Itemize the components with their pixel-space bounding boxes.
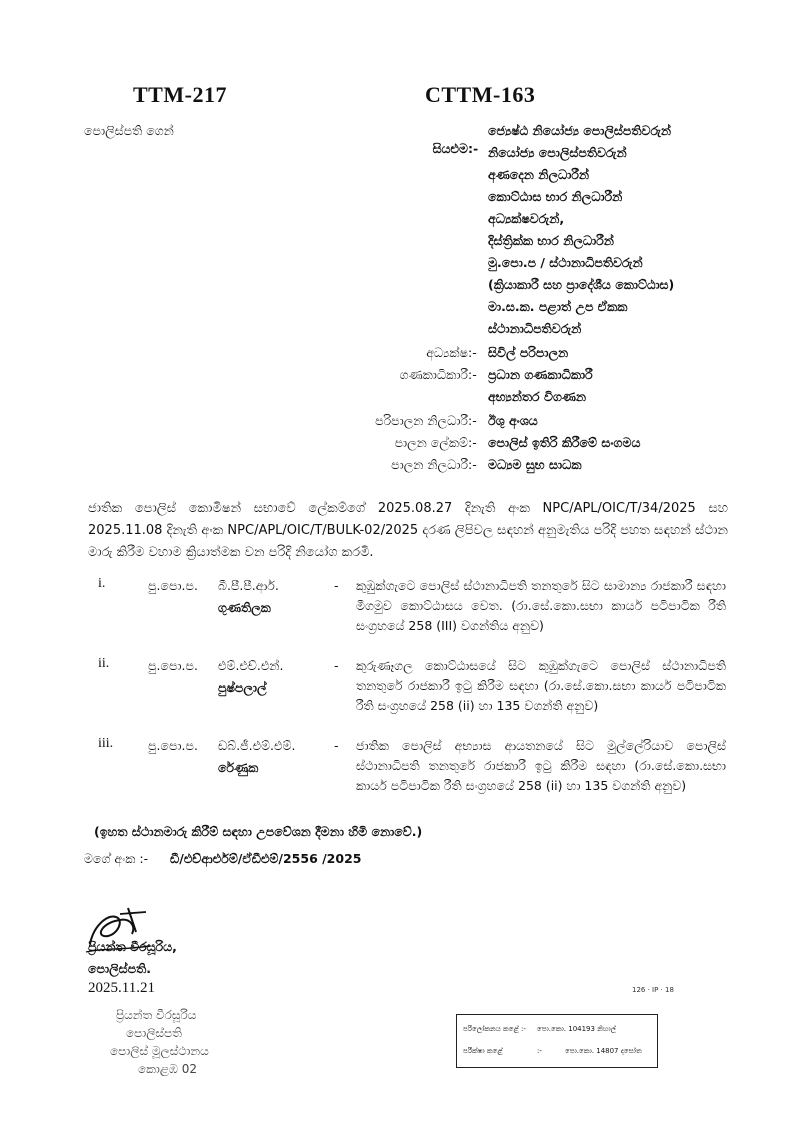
distribution-label: පාලන ලේකම් [394,435,468,450]
distribution-value: අධ්‍යක්ෂවරුන්, [488,211,565,226]
signatory-title: පොලිස්පති. [88,961,151,976]
transfer-rank: පු.පො.ප. [148,658,198,673]
transfer-dash: - [334,578,339,593]
distribution-value: මා.ස.ක. පළාත් උප ඒකක [488,299,628,314]
distribution-value: අභ්‍යන්තර විගණන [488,389,587,404]
transfer-name-line: රේණුක [218,760,259,775]
document-code-left: TTM-217 [133,82,227,107]
distribution-value: ස්ථානාධිපතිවරුන් [488,321,582,336]
distribution-separator: :- [468,367,477,382]
distribution-value: (ක්‍රියාකාරී සහ ප්‍රාදේශීය කොට්ඨාස) [488,277,675,292]
transfer-dash: - [334,738,339,753]
reference-number: ඩී/එච්ආර්එම්/ඒඩීඑම්/2556 /2025 [170,851,362,866]
transfer-description: ජාතික පොලිස් අභ්‍යාස ආයතනයේ සිට මුල්ලේරියාව පොලිස් ස්ථානාධිපති තනතුරේ රාජකාරී ඉටු කිරීම සඳහා (රා.සේ.කො.සභා කාර්ය පටිපාටික රීති සංග්‍රහයේ 258 (ii) හා 135 වගන්ති අනුව) [356,738,726,793]
signature-date: 2025.11.21 [88,980,155,996]
distribution-value: මු.පො.ප / ස්ථානාධිපතිවරුන් [488,255,643,270]
small-mark: 126 · IP · 18 [632,986,674,994]
transfer-name-line: එම්.එච්.එන්. [218,658,284,673]
distribution-value: මධ්‍යම සුභ සාධක [488,457,582,472]
distribution-separator: :- [468,413,477,428]
distribution-label: ගණකාධිකාරී [399,367,468,382]
distribution-label: පාලන නිලධාරී [391,457,468,472]
distribution-separator: :- [468,435,477,450]
distribution-label: සියළුම [432,141,468,156]
distribution-separator: :- [468,345,477,360]
seal-line: ප්‍රියන්ත වීරසූරිය [116,1008,197,1022]
transfer-name-line: බී.පී.පී.ආර්. [218,578,279,593]
allowance-note: (ඉහත ස්ථානමාරු කිරීම් සඳහා උපවේශන දීමනා හිමි නොවේ.) [94,824,423,839]
distribution-value: නියෝජ්‍ය පොලිස්පතිවරුන් [488,145,627,160]
transfer-description: කුරුණෑගල කොට්ඨාසයේ සිට කුඹුක්ගැටෙ පොලිස් ස්ථානාධිපති තනතුරේ රාජකාරී ඉටු කිරීම සඳහා (රා.සේ.කො.සභා කාර්ය පටිපාටික රීති සංග්‍රහයේ 258 (ii) හා 135 වගන්ති අනුව) [356,658,726,713]
from-line: පොලිස්පති ගෙන් [84,123,174,138]
stamp-separator: :- [537,1047,542,1055]
transfer-number: ii. [98,656,110,671]
stamp-value: පො.කො. 14807 දසෝත [565,1047,642,1055]
distribution-value: සිවිල් පරිපාලන [488,345,569,360]
distribution-separator: :- [468,457,477,472]
seal-line: පොලිස් මූලස්ථානය [110,1044,209,1058]
transfer-name-line: ඩබ්.ජී.එම්.එම්. [218,738,296,753]
distribution-label: අධ්‍යක්ෂ [426,345,468,360]
distribution-value: අණදෙන නිලධාරීන් [488,167,590,182]
transfer-number: i. [98,576,106,591]
transfer-name-line: ගුණතිලක [218,600,271,615]
processing-stamp-box [456,1014,658,1068]
transfer-description: කුඹුක්ගැටෙ පොලිස් ස්ථානාධිපති තනතුරේ සිට සාමාන්‍ය රාජකාරී සඳහා මීගමුව කොට්ඨාසය වෙත. (රා.සේ.කො.සභා කාර්ය පටිපාටික රීති සංග්‍රහයේ 258 (III) වගන්තිය අනුව) [356,578,726,633]
transfer-dash: - [334,658,339,673]
stamp-value: පො.කො. 104193 නිහාල් [537,1025,617,1033]
distribution-value: කොට්ඨාස භාර නිලධාරීන් [488,189,623,204]
stamp-label: පරිලෝකනය කළේ :- [463,1025,526,1033]
stamp-label: පරීක්ෂා කළේ [463,1047,503,1055]
distribution-value: ප්‍රධාන ගණකාධිකාරී [488,367,593,382]
signatory-name: ප්‍රියන්ත වීරසූරිය, [88,939,177,954]
transfer-rank: පු.පො.ප. [148,578,198,593]
transfer-name-line: පුෂ්පලාල් [218,680,267,695]
distribution-value: ඊශු අංශය [488,413,538,428]
seal-line: පොලිස්පති [126,1026,182,1040]
reference-label: මගේ අංක :- [84,851,149,866]
distribution-separator: :- [468,141,479,156]
document-code-right: CTTM-163 [425,82,536,107]
distribution-value: ජ්‍යෙෂ්ඨ නියෝජ්‍ය පොලිස්පතිවරුන් [488,123,672,138]
distribution-value: දිස්ත්‍රික්ක භාර නිලධාරීන් [488,233,614,248]
body-paragraph: ජාතික පොලිස් කොමිෂන් සභාවේ ලේකම්ගේ 2025.08.27 දිනැති අංක NPC/APL/OIC/T/34/2025 සහ 2025.11.08 දිනැති අංක NPC/APL/OIC/T/BULK-02/2025 දරණ ලිපිවල සඳහන් අනුමැතිය පරිදි පහත සඳහන් ස්ථාන මාරු කිරීම වහාම ක්‍රියාත්මක වන පරිදි නියෝග කරමි. [88,501,728,560]
transfer-number: iii. [98,736,114,751]
distribution-value: පොලිස් ඉතිරි කිරීමේ සංගමය [488,435,641,450]
distribution-label: පරිපාලන නිලධාරී [375,413,468,428]
seal-line: කොළඹ 02 [138,1062,197,1076]
transfer-rank: පු.පො.ප. [148,738,198,753]
